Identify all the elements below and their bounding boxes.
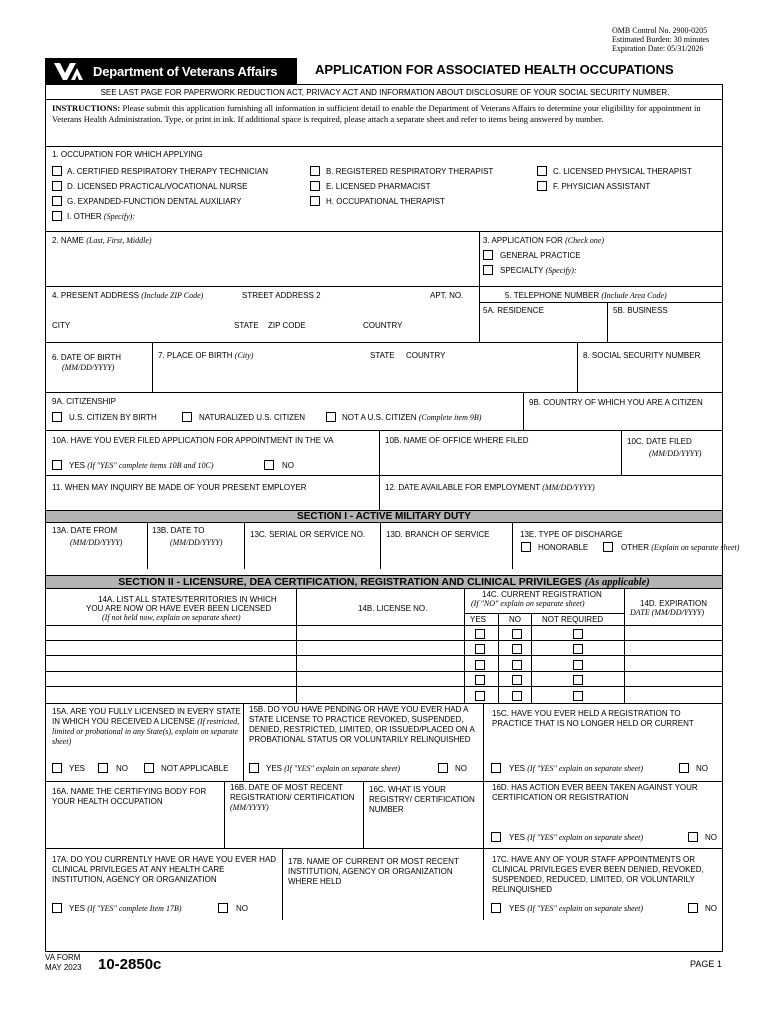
q5-label bbox=[505, 291, 667, 301]
q1-b-checkbox[interactable] bbox=[310, 166, 320, 176]
q10-yes-checkbox[interactable] bbox=[52, 460, 62, 470]
instructions-text: Please submit this application furnishing all information in sufficient detail to enable the Department of Veterans Affairs to determine your eligibility for appointment in Veterans Health Administration. Type, or print in ink. If additional space is required, please attach a separate sheet and refer to items being answered by number. bbox=[52, 103, 701, 124]
q14-row2-no-checkbox[interactable] bbox=[512, 644, 522, 654]
q15b-yes-text: YES bbox=[266, 764, 283, 773]
omb-block bbox=[612, 26, 709, 53]
q15c-yes-text: YES bbox=[509, 764, 526, 773]
q4-label bbox=[52, 291, 203, 301]
q14-row5-no-checkbox[interactable] bbox=[512, 691, 522, 701]
q10-yes-hint: (If "YES" complete items 10B and 10C) bbox=[87, 461, 214, 470]
q1-a-label: A. CERTIFIED RESPIRATORY THERAPY TECHNICIAN bbox=[67, 167, 269, 176]
q14b-label: 14B. LICENSE NO. bbox=[358, 604, 428, 613]
q2-hint: (Last, First, Middle) bbox=[86, 236, 152, 245]
agency-name: Department of Veterans Affairs bbox=[93, 63, 278, 79]
q4-hint: (Include ZIP Code) bbox=[141, 291, 204, 300]
q1-label: 1. OCCUPATION FOR WHICH APPLYING bbox=[52, 150, 203, 159]
q4-text: 4. PRESENT ADDRESS bbox=[52, 291, 139, 300]
q14c-hint: (If "NO" explain on separate sheet) bbox=[471, 599, 585, 608]
q1-i-checkbox[interactable] bbox=[52, 211, 62, 221]
page-number: PAGE 1 bbox=[690, 959, 722, 969]
q15a-hint: (If restricted, limited or probational in any State(s), explain on separate sheet) bbox=[52, 717, 240, 746]
q15b-yes-hint: (If "YES" explain on separate sheet) bbox=[284, 764, 401, 773]
q14-row4-no-checkbox[interactable] bbox=[512, 675, 522, 685]
q15b-label: 15B. DO YOU HAVE PENDING OR HAVE YOU EVER HAD A STATE LICENSE TO PRACTICE REVOKED, SUSPENDED, DENIED, RESTRICTED, LIMITED, OR ISSUED/PLACED ON A PROBATIONAL STATUS OR VOLUNTARILY RELINQUISHED bbox=[249, 705, 475, 744]
section2-title: SECTION II - LICENSURE, DEA CERTIFICATION, REGISTRATION AND CLINICAL PRIVILEGES bbox=[118, 576, 582, 588]
q1-e-checkbox[interactable] bbox=[310, 181, 320, 191]
q16a-label: 16A. NAME THE CERTIFYING BODY FOR YOUR HEALTH OCCUPATION bbox=[52, 787, 207, 806]
q15b-no-checkbox[interactable] bbox=[438, 763, 448, 773]
q10-no-checkbox[interactable] bbox=[264, 460, 274, 470]
q16d-yes-label bbox=[509, 833, 643, 843]
q3-label bbox=[483, 236, 604, 246]
q14d-label: 14D. EXPIRATION bbox=[640, 599, 707, 608]
q17a-label: 17A. DO YOU CURRENTLY HAVE OR HAVE YOU EVER HAD CLINICAL PRIVILEGES AT ANY HEALTH CARE INSTITUTION, AGENCY OR ORGANIZATION bbox=[52, 855, 277, 884]
q16d-no-checkbox[interactable] bbox=[688, 832, 698, 842]
va-seal-icon bbox=[51, 60, 87, 82]
q15a-text: 15A. ARE YOU FULLY LICENSED IN EVERY STATE IN WHICH YOU RECEIVED A LICENSE bbox=[52, 707, 241, 726]
q14-row1-nr-checkbox[interactable] bbox=[573, 629, 583, 639]
form-number: 10-2850c bbox=[98, 956, 162, 973]
q4-street2: STREET ADDRESS 2 bbox=[242, 291, 321, 300]
q3-hint: (Check one) bbox=[565, 236, 604, 245]
q7-country: COUNTRY bbox=[406, 351, 446, 360]
q16d-label: 16D. HAS ACTION EVER BEEN TAKEN AGAINST YOUR CERTIFICATION OR REGISTRATION bbox=[492, 783, 698, 802]
q1-d-checkbox[interactable] bbox=[52, 181, 62, 191]
q6-label: 6. DATE OF BIRTH bbox=[52, 353, 122, 362]
q1-b-label: B. REGISTERED RESPIRATORY THERAPIST bbox=[326, 167, 494, 176]
q12-hint: (MM/DD/YYYY) bbox=[542, 483, 595, 492]
q9a-label: 9A. CITIZENSHIP bbox=[52, 397, 117, 406]
q17b-label: 17B. NAME OF CURRENT OR MOST RECENT INSTITUTION, AGENCY OR ORGANIZATION WHERE HELD bbox=[288, 857, 459, 886]
q1-f-checkbox[interactable] bbox=[537, 181, 547, 191]
footer-date: MAY 2023 bbox=[45, 963, 82, 972]
q1-i-spec: (Specify): bbox=[103, 212, 135, 221]
q1-g-checkbox[interactable] bbox=[52, 196, 62, 206]
q13-honorable-checkbox[interactable] bbox=[521, 542, 531, 552]
q14-row4-nr-checkbox[interactable] bbox=[573, 675, 583, 685]
q13a-label: 13A. DATE FROM bbox=[52, 526, 118, 535]
q14-row2-yes-checkbox[interactable] bbox=[475, 644, 485, 654]
q15b-yes-label bbox=[266, 764, 400, 774]
q3-text: 3. APPLICATION FOR bbox=[483, 236, 563, 245]
q15c-yes-hint: (If "YES" explain on separate sheet) bbox=[527, 764, 644, 773]
q14c-nr-header: NOT REQUIRED bbox=[542, 615, 604, 624]
q9b-label: 9B. COUNTRY OF WHICH YOU ARE A CITIZEN bbox=[529, 398, 703, 407]
q10-yes-label bbox=[69, 461, 214, 471]
q9-not-checkbox[interactable] bbox=[326, 412, 336, 422]
q4-state: STATE bbox=[234, 321, 259, 330]
form-body bbox=[45, 84, 740, 952]
q17c-yes-checkbox[interactable] bbox=[491, 903, 501, 913]
q15c-label: 15C. HAVE YOU EVER HELD A REGISTRATION TO PRACTICE THAT IS NO LONGER HELD OR CURRENT bbox=[492, 709, 694, 728]
q13b-label: 13B. DATE TO bbox=[152, 526, 205, 535]
section2-title-hint: (As applicable) bbox=[584, 577, 650, 588]
q3-general-label: GENERAL PRACTICE bbox=[500, 251, 581, 260]
q2-text: 2. NAME bbox=[52, 236, 85, 245]
q13-honorable-label: HONORABLE bbox=[538, 543, 589, 552]
q14c-yes-header: YES bbox=[470, 615, 487, 624]
q15c-no-checkbox[interactable] bbox=[679, 763, 689, 773]
q1-g-label: G. EXPANDED-FUNCTION DENTAL AUXILIARY bbox=[67, 197, 242, 206]
q17c-yes-label bbox=[509, 904, 643, 914]
q10-yes-text: YES bbox=[69, 461, 86, 470]
q13-other-label bbox=[621, 543, 741, 553]
q10c-hint: (MM/DD/YYYY) bbox=[649, 449, 702, 458]
q14-row1-no-checkbox[interactable] bbox=[512, 629, 522, 639]
q9-not-label bbox=[342, 413, 481, 423]
q14-row1-yes-checkbox[interactable] bbox=[475, 629, 485, 639]
q13d-label: 13D. BRANCH OF SERVICE bbox=[386, 530, 490, 539]
q4-country: COUNTRY bbox=[363, 321, 403, 330]
q15a-na-checkbox[interactable] bbox=[144, 763, 154, 773]
q14d-hint: DATE (MM/DD/YYYY) bbox=[630, 608, 705, 617]
q14-row3-yes-checkbox[interactable] bbox=[475, 660, 485, 670]
q3-specialty-text: SPECIALTY bbox=[500, 266, 544, 275]
form-title: APPLICATION FOR ASSOCIATED HEALTH OCCUPATIONS bbox=[315, 62, 674, 77]
form-header bbox=[45, 58, 720, 84]
q3-specialty-checkbox[interactable] bbox=[483, 265, 493, 275]
q9-not-hint: (Complete item 9B) bbox=[418, 413, 482, 422]
q1-c-label: C. LICENSED PHYSICAL THERAPIST bbox=[553, 167, 692, 176]
q17c-yes-hint: (If "YES" explain on separate sheet) bbox=[527, 904, 644, 913]
q15a-yes-label: YES bbox=[69, 764, 86, 773]
q14-row3-no-checkbox[interactable] bbox=[512, 660, 522, 670]
q1-c-checkbox[interactable] bbox=[537, 166, 547, 176]
q16b-hint: (MM/YYYY) bbox=[230, 803, 269, 812]
q10b-label: 10B. NAME OF OFFICE WHERE FILED bbox=[385, 436, 529, 445]
omb-control-number: OMB Control No. 2900-0205 bbox=[612, 26, 708, 35]
q14a-line2: YOU ARE NOW OR HAVE EVER BEEN LICENSED bbox=[86, 604, 272, 613]
q5-text: 5. TELEPHONE NUMBER bbox=[505, 291, 600, 300]
q15a-label bbox=[52, 707, 242, 747]
q1-e-label: E. LICENSED PHARMACIST bbox=[326, 182, 431, 191]
q17a-no-label: NO bbox=[236, 904, 248, 913]
q17a-yes-checkbox[interactable] bbox=[52, 903, 62, 913]
q15c-yes-label bbox=[509, 764, 643, 774]
q5b-label: 5B. BUSINESS bbox=[613, 306, 668, 315]
q14-row5-yes-checkbox[interactable] bbox=[475, 691, 485, 701]
q7-label bbox=[158, 351, 253, 361]
q6-hint: (MM/DD/YYYY) bbox=[62, 363, 115, 372]
q15a-no-label: NO bbox=[116, 764, 128, 773]
q15a-no-checkbox[interactable] bbox=[98, 763, 108, 773]
q15c-no-label: NO bbox=[696, 764, 708, 773]
q16b-label bbox=[230, 783, 360, 813]
footer-va-form: VA FORM bbox=[45, 953, 81, 962]
q5a-label: 5A. RESIDENCE bbox=[483, 306, 544, 315]
disclosure-notice: SEE LAST PAGE FOR PAPERWORK REDUCTION ACT, PRIVACY ACT AND INFORMATION ABOUT DISCLOSURE OF YOUR SOCIAL SECURITY NUMBER. bbox=[100, 88, 670, 97]
q1-i-text: I. OTHER bbox=[67, 212, 102, 221]
q13-other-text: OTHER bbox=[621, 543, 649, 552]
q7-state: STATE bbox=[370, 351, 395, 360]
q2-label bbox=[52, 236, 152, 246]
q14c-label: 14C. CURRENT REGISTRATION bbox=[482, 590, 602, 599]
q14-row4-yes-checkbox[interactable] bbox=[475, 675, 485, 685]
q14c-no-header: NO bbox=[509, 615, 521, 624]
omb-expiration: Expiration Date: 05/31/2026 bbox=[612, 44, 704, 53]
q16b-text: 16B. DATE OF MOST RECENT REGISTRATION/ CERTIFICATION bbox=[230, 783, 355, 802]
section2-header bbox=[46, 575, 722, 589]
q13a-hint: (MM/DD/YYYY) bbox=[70, 538, 123, 547]
q14-row2-nr-checkbox[interactable] bbox=[573, 644, 583, 654]
q12-label bbox=[385, 483, 595, 493]
q1-a-checkbox[interactable] bbox=[52, 166, 62, 176]
q10-no-label: NO bbox=[282, 461, 294, 470]
q17c-label: 17C. HAVE ANY OF YOUR STAFF APPOINTMENTS OR CLINICAL PRIVILEGES EVER BEEN DENIED, REVOKED, SUSPENDED, REDUCED, LIMITED, OR VOLUNTARILY RELINQUISHED bbox=[492, 855, 704, 894]
q16c-label: 16C. WHAT IS YOUR REGISTRY/ CERTIFICATION NUMBER bbox=[369, 785, 475, 814]
q17a-yes-text: YES bbox=[69, 904, 86, 913]
q15a-na-label: NOT APPLICABLE bbox=[161, 764, 229, 773]
q15a-yes-checkbox[interactable] bbox=[52, 763, 62, 773]
q10c-label: 10C. DATE FILED bbox=[627, 437, 692, 446]
q14a-line1: 14A. LIST ALL STATES/TERRITORIES IN WHICH bbox=[98, 595, 277, 604]
q1-h-checkbox[interactable] bbox=[310, 196, 320, 206]
q3-specialty-hint: (Specify): bbox=[545, 266, 577, 275]
q9-birth-label: U.S. CITIZEN BY BIRTH bbox=[69, 413, 157, 422]
q17c-no-label: NO bbox=[705, 904, 717, 913]
q14a-hint: (If not held now, explain on separate sheet) bbox=[102, 613, 241, 622]
q12-text: 12. DATE AVAILABLE FOR EMPLOYMENT bbox=[385, 483, 541, 492]
q9-naturalized-checkbox[interactable] bbox=[182, 412, 192, 422]
footer-form-label bbox=[45, 953, 82, 973]
q4-city: CITY bbox=[52, 321, 71, 330]
instructions bbox=[52, 103, 720, 125]
q8-label: 8. SOCIAL SECURITY NUMBER bbox=[583, 351, 701, 360]
omb-burden: Estimated Burden: 30 minutes bbox=[612, 35, 710, 44]
q1-d-label: D. LICENSED PRACTICAL/VOCATIONAL NURSE bbox=[67, 182, 248, 191]
q14-row5-nr-checkbox[interactable] bbox=[573, 691, 583, 701]
q17c-yes-text: YES bbox=[509, 904, 526, 913]
q16d-no-label: NO bbox=[705, 833, 717, 842]
q13-other-hint: (Explain on separate sheet) bbox=[651, 543, 740, 552]
instructions-label: INSTRUCTIONS: bbox=[52, 103, 121, 113]
q16d-yes-checkbox[interactable] bbox=[491, 832, 501, 842]
q3-specialty-label bbox=[500, 266, 577, 276]
q3-general-checkbox[interactable] bbox=[483, 250, 493, 260]
q11-label: 11. WHEN MAY INQUIRY BE MADE OF YOUR PRESENT EMPLOYER bbox=[52, 483, 307, 492]
q15b-yes-checkbox[interactable] bbox=[249, 763, 259, 773]
q16d-yes-text: YES bbox=[509, 833, 526, 842]
q4-zip: ZIP CODE bbox=[268, 321, 306, 330]
q7-text: 7. PLACE OF BIRTH bbox=[158, 351, 233, 360]
q1-i-label bbox=[67, 212, 135, 222]
q10a-label: 10A. HAVE YOU EVER FILED APPLICATION FOR APPOINTMENT IN THE VA bbox=[52, 436, 334, 445]
q1-f-label: F. PHYSICIAN ASSISTANT bbox=[553, 182, 651, 191]
q13b-hint: (MM/DD/YYYY) bbox=[170, 538, 223, 547]
q16d-yes-hint: (If "YES" explain on separate sheet) bbox=[527, 833, 644, 842]
section1-header: SECTION I - ACTIVE MILITARY DUTY bbox=[46, 510, 722, 523]
q17a-yes-label bbox=[69, 904, 182, 914]
q17c-no-checkbox[interactable] bbox=[688, 903, 698, 913]
q9-birth-checkbox[interactable] bbox=[52, 412, 62, 422]
va-logo-box bbox=[45, 58, 297, 84]
q17a-yes-hint: (If "YES" complete Item 17B) bbox=[87, 904, 182, 913]
q1-h-label: H. OCCUPATIONAL THERAPIST bbox=[326, 197, 445, 206]
q13-other-checkbox[interactable] bbox=[603, 542, 613, 552]
q13e-label: 13E. TYPE OF DISCHARGE bbox=[520, 530, 623, 539]
q17a-no-checkbox[interactable] bbox=[218, 903, 228, 913]
q4-apt: APT. NO. bbox=[430, 291, 464, 300]
q9-not-text: NOT A U.S. CITIZEN bbox=[342, 413, 417, 422]
q9-naturalized-label: NATURALIZED U.S. CITIZEN bbox=[199, 413, 306, 422]
q14-row3-nr-checkbox[interactable] bbox=[573, 660, 583, 670]
q7-hint: (City) bbox=[234, 351, 254, 360]
q5-hint: (Include Area Code) bbox=[601, 291, 667, 300]
q15c-yes-checkbox[interactable] bbox=[491, 763, 501, 773]
q13c-label: 13C. SERIAL OR SERVICE NO. bbox=[250, 530, 366, 539]
q15b-no-label: NO bbox=[455, 764, 467, 773]
